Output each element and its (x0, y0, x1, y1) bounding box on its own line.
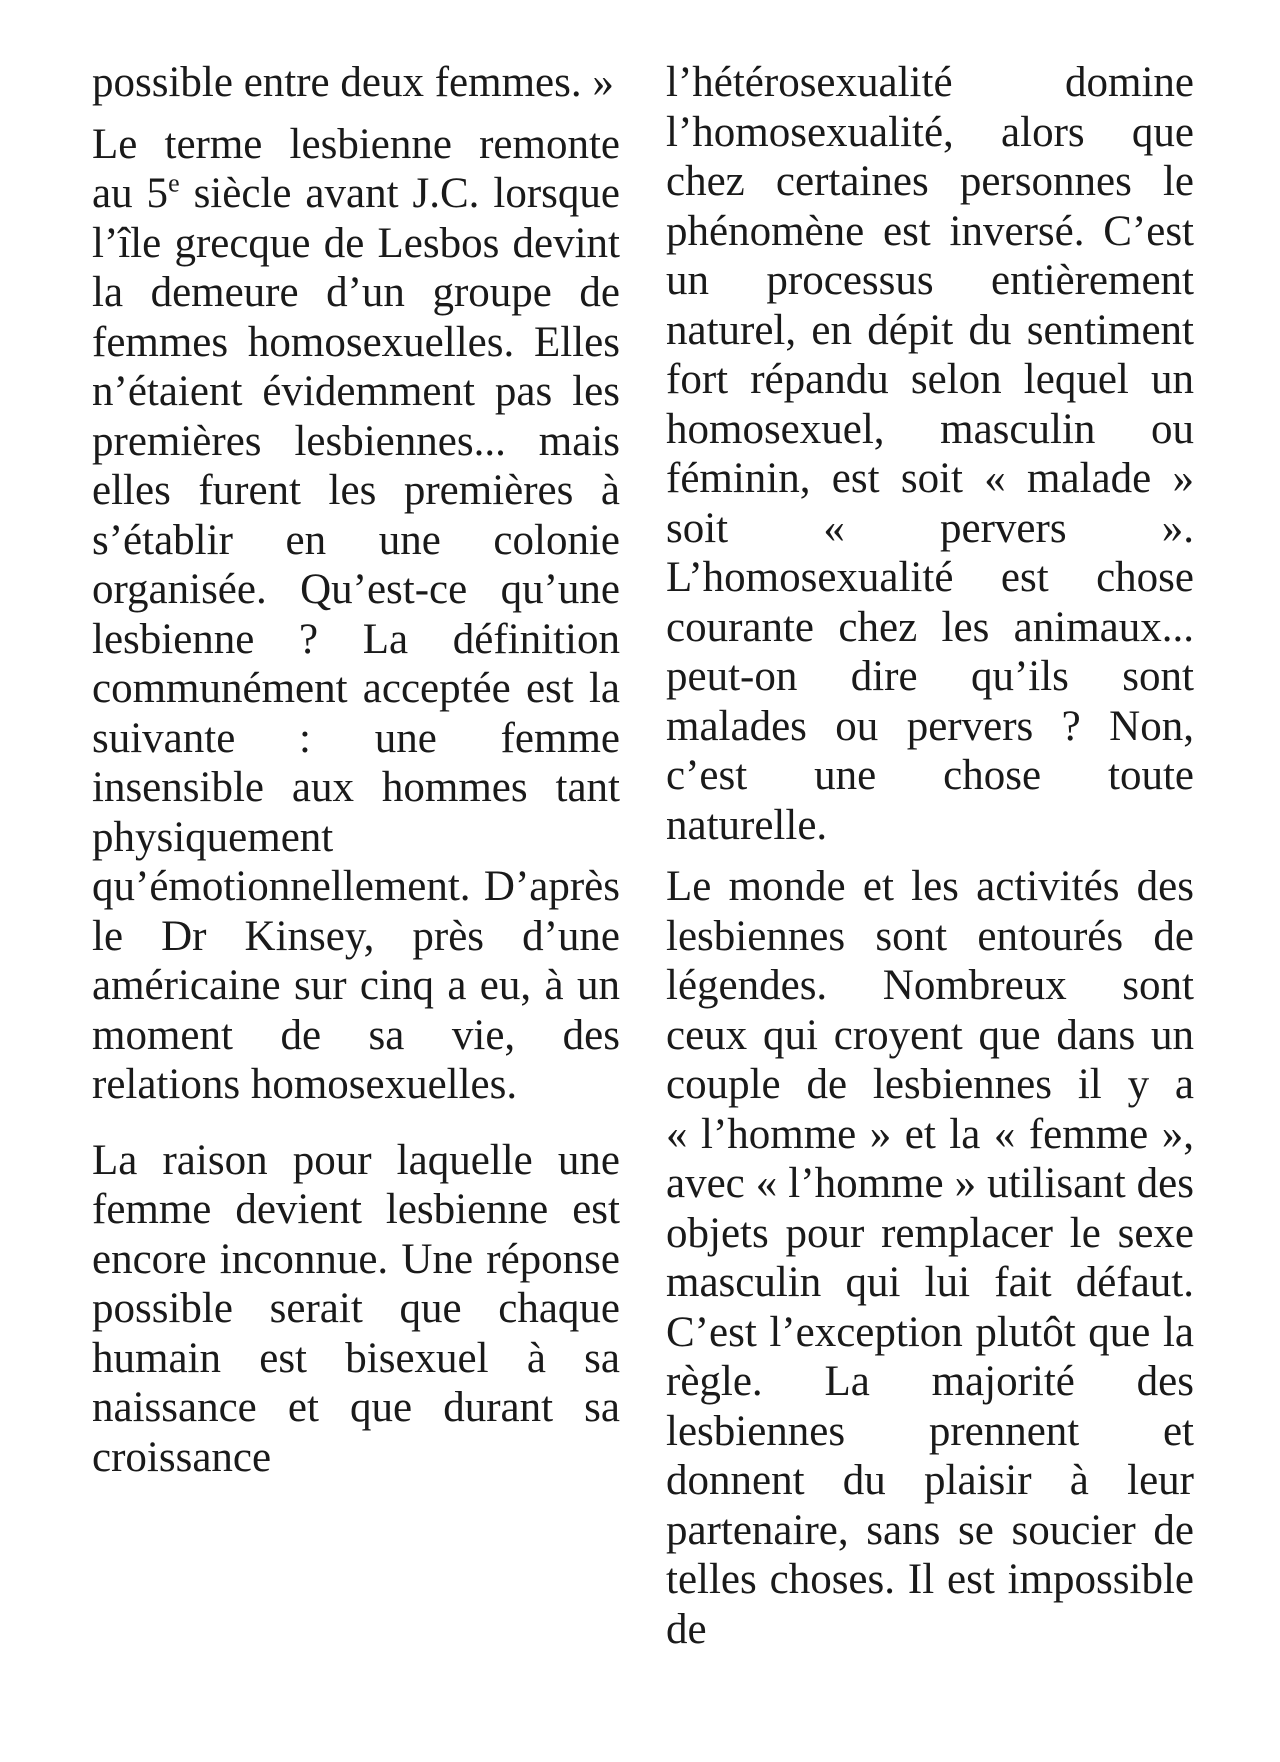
century-superscript: e (168, 168, 180, 198)
paragraph-text-start: Le terme lesbienne remonte au 5 (92, 120, 620, 217)
right-column (666, 58, 1194, 1654)
paragraph-heterosexuality: l’hétérosexualité domine l’homosexualité, alors que chez certaines personnes le phénomène est inversé. C’est un processus entièrement naturel, en dépit du sentiment fort répandu selon lequel un homosexuel, masculin ou féminin, est soit « malade » soit « pervers ». L’homosexualité est chose courante chez les animaux... peut-on dire qu’ils sont malades ou pervers ? Non, c’est une chose toute naturelle. (666, 59, 1194, 849)
paragraph-gap (92, 108, 620, 120)
paragraph-gap (666, 850, 1194, 862)
paragraph-legends: Le monde et les activités des lesbiennes sont entourés de légendes. Nombreux sont ceux qui croyent que dans un couple de lesbiennes il y a « l’homme » et la « femme », avec « l’homme » utilisant des objets pour remplacer le sexe masculin qui lui fait défaut. C’est l’exception plutôt que la règle. La majorité des lesbiennes prennent et donnent du plaisir à leur partenaire, sans se soucier de telles choses. Il est impossible de (666, 863, 1194, 1653)
paragraph-gap (92, 1110, 620, 1136)
paragraph-reason: La raison pour laquelle une femme devient lesbienne est encore inconnue. Une réponse possible serait que chaque humain est bisexuel à sa naissance et que durant sa croissance (92, 1136, 620, 1481)
left-column (92, 58, 620, 1482)
paragraph-lesbos-origin (92, 120, 620, 1110)
paragraph-continuation: possible entre deux femmes. » (92, 59, 614, 106)
paragraph-text-rest: siècle avant J.C. lorsque l’île grecque de Lesbos devint la demeure d’un groupe de femmes homosexuelles. Elles n’étaient évidemment pas les premières lesbiennes... mais elles furent les premières à s’établir en une colonie organisée. Qu’est-ce qu’une lesbienne ? La définition communément acceptée est la suivante : une femme insensible aux hommes tant physiquement qu’émotionnellement. D’après le Dr Kinsey, près d’une américaine sur cinq a eu, à un moment de sa vie, des relations homosexuelles. (92, 170, 620, 1108)
